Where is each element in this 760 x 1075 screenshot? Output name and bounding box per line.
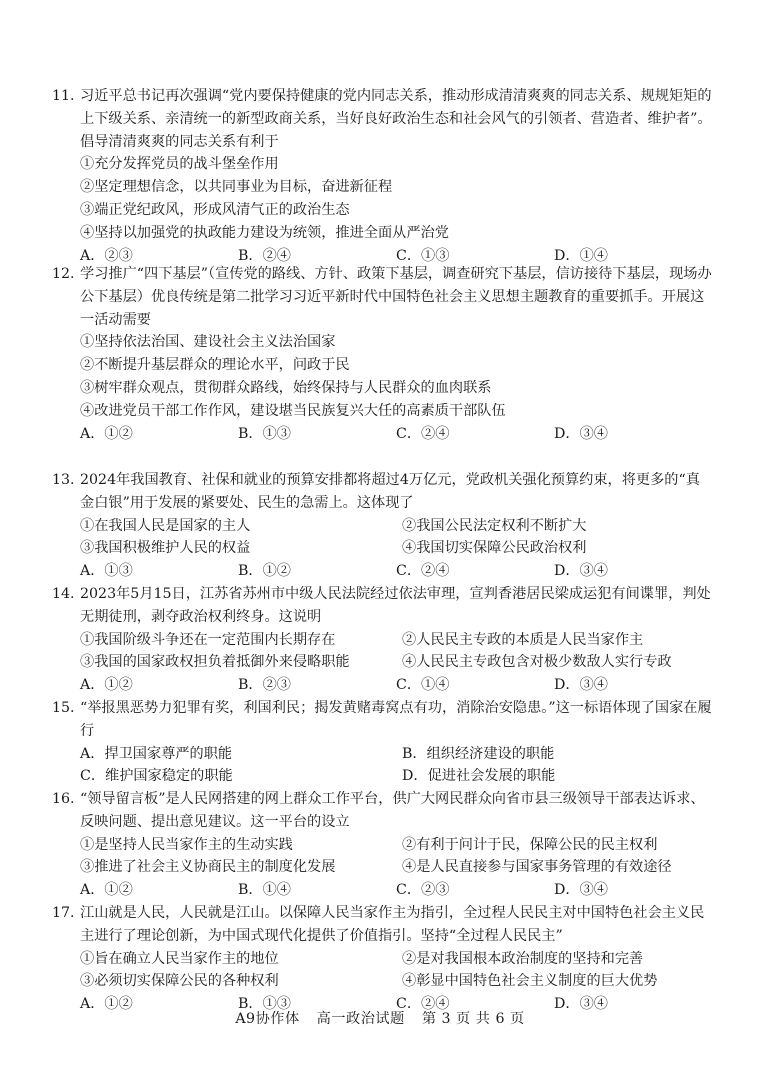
statement-row bbox=[52, 948, 712, 971]
option-b: B．①③ bbox=[238, 425, 291, 442]
footer-title: 高一政治试题 bbox=[316, 1011, 405, 1027]
option-c: C．②④ bbox=[396, 563, 450, 580]
option-row bbox=[52, 765, 712, 788]
option-a: A．①② bbox=[80, 677, 133, 694]
statement-3: ③端正党纪政风，形成风清气正的政治生态 bbox=[80, 201, 350, 218]
option-a: A．捍卫国家尊严的职能 bbox=[80, 745, 233, 762]
option-a: A．①③ bbox=[80, 563, 133, 580]
statement-1: ①是坚持人民当家作主的生动实践 bbox=[80, 836, 293, 853]
statement-2: ②坚定理想信念，以共同事业为目标，奋进新征程 bbox=[80, 179, 393, 196]
option-a: A．②③ bbox=[80, 247, 133, 264]
statement-3: ③必须切实保障公民的各种权利 bbox=[80, 973, 279, 990]
answer-options bbox=[52, 674, 712, 697]
question-12 bbox=[52, 263, 712, 445]
question-stem: “举报黑恶势力犯罪有奖，利国利民；揭发黄赌毒窝点有功，消除治安隐患。”这一标语体现了国家在履行 bbox=[80, 700, 712, 739]
statement-3: ③我国积极维护人民的权益 bbox=[80, 540, 251, 557]
option-b: B．①③ bbox=[238, 996, 291, 1013]
option-c: C．②④ bbox=[396, 996, 450, 1013]
statement-1: ①充分发挥党员的战斗堡垒作用 bbox=[80, 156, 279, 173]
option-c: C．①④ bbox=[396, 677, 450, 694]
question-14 bbox=[52, 583, 712, 697]
option-b: B．①④ bbox=[238, 882, 291, 899]
statement-3: ③推进了社会主义协商民主的制度化发展 bbox=[80, 859, 336, 876]
option-d: D．①④ bbox=[554, 247, 608, 264]
statement-4: ④我国切实保障公民政治权利 bbox=[402, 540, 587, 557]
option-b: B．②④ bbox=[238, 247, 291, 264]
statement-2: ②我国公民法定权利不断扩大 bbox=[402, 517, 587, 534]
option-d: D．③④ bbox=[554, 882, 608, 899]
question-stem: 习近平总书记再次强调“党内要保持健康的党内同志关系，推动形成清清爽爽的同志关系、规规矩矩的上下级关系、亲清统一的新型政商关系，当好良好政治生态和社会风气的引领者、营造者、维护者”。倡导清清爽爽的同志关系有利于 bbox=[80, 88, 712, 150]
statement-2: ②人民民主专政的本质是人民当家作主 bbox=[402, 631, 644, 648]
statement-1: ①我国阶级斗争还在一定范围内长期存在 bbox=[80, 631, 336, 648]
statement-row bbox=[52, 629, 712, 652]
page-footer bbox=[0, 1008, 760, 1028]
statement-4: ④坚持以加强党的执政能力建设为统领，推进全面从严治党 bbox=[80, 224, 449, 241]
question-stem: 2024年我国教育、社保和就业的预算安排都将超过4万亿元，党政机关强化预算约束，将更多的“真金白银”用于发展的紧要处、民生的急需上。这体现了 bbox=[80, 472, 700, 511]
statement-2: ②是对我国根本政治制度的坚持和完善 bbox=[402, 950, 644, 967]
option-d: D．③④ bbox=[554, 677, 608, 694]
question-15 bbox=[52, 697, 712, 788]
option-d: D．促进社会发展的职能 bbox=[402, 768, 556, 785]
option-d: D．③④ bbox=[554, 563, 608, 580]
answer-options bbox=[52, 423, 712, 446]
option-c: C．①③ bbox=[396, 247, 450, 264]
statement-3: ③我国的国家政权担负着抵御外来侵略职能 bbox=[80, 654, 350, 671]
question-number: 14. bbox=[52, 586, 75, 602]
footer-page-number: 第 3 页 共 6 页 bbox=[421, 1011, 525, 1027]
question-16 bbox=[52, 788, 712, 902]
question-number: 16. bbox=[52, 791, 75, 807]
option-b: B．①② bbox=[238, 563, 291, 580]
statement-row bbox=[52, 856, 712, 879]
statement-4: ④是人民直接参与国家事务管理的有效途径 bbox=[402, 859, 672, 876]
statement-row bbox=[52, 651, 712, 674]
question-11 bbox=[52, 85, 712, 267]
question-stem: 2023年5月15日，江苏省苏州市中级人民法院经过依法审理，宣判香港居民梁成运犯有间谍罪，判处无期徒刑，剥夺政治权利终身。这说明 bbox=[80, 586, 711, 625]
statement-2: ②有利于问计于民，保障公民的民主权利 bbox=[402, 836, 658, 853]
question-number: 12. bbox=[52, 266, 75, 282]
statement-1: ①旨在确立人民当家作主的地位 bbox=[80, 950, 279, 967]
option-c: C．维护国家稳定的职能 bbox=[80, 768, 233, 785]
option-c: C．②③ bbox=[396, 882, 450, 899]
statement-4: ④人民民主专政包含对极少数敌人实行专政 bbox=[402, 654, 672, 671]
statement-1: ①在我国人民是国家的主人 bbox=[80, 517, 251, 534]
statement-2: ②不断提升基层群众的理论水平，问政于民 bbox=[80, 357, 350, 374]
option-b: B．组织经济建设的职能 bbox=[402, 745, 555, 762]
question-17 bbox=[52, 902, 712, 1016]
statement-row bbox=[52, 515, 712, 538]
option-d: D．③④ bbox=[554, 425, 608, 442]
statement-row bbox=[52, 537, 712, 560]
option-a: A．①② bbox=[80, 425, 133, 442]
option-row bbox=[52, 743, 712, 766]
answer-options bbox=[52, 560, 712, 583]
option-c: C．②④ bbox=[396, 425, 450, 442]
option-a: A．①② bbox=[80, 882, 133, 899]
option-b: B．②③ bbox=[238, 677, 291, 694]
option-a: A．①② bbox=[80, 996, 133, 1013]
question-stem: 江山就是人民，人民就是江山。以保障人民当家作主为指引，全过程人民民主对中国特色社会主义民主进行了理论创新，为中国式现代化提供了价值指引。坚持“全过程人民民主” bbox=[80, 905, 705, 944]
statement-4: ④彰显中国特色社会主义制度的巨大优势 bbox=[402, 973, 658, 990]
statement-3: ③树牢群众观点，贯彻群众路线，始终保持与人民群众的血肉联系 bbox=[80, 379, 492, 396]
question-13 bbox=[52, 469, 712, 583]
option-d: D．③④ bbox=[554, 996, 608, 1013]
question-number: 11. bbox=[52, 88, 75, 104]
statement-row bbox=[52, 834, 712, 857]
footer-org: A9协作体 bbox=[235, 1011, 300, 1027]
question-number: 15. bbox=[52, 700, 75, 716]
statement-1: ①坚持依法治国、建设社会主义法治国家 bbox=[80, 334, 336, 351]
question-stem: 学习推广“四下基层”（宣传党的路线、方针、政策下基层，调查研究下基层，信访接待下基层，现场办公下基层）优良传统是第二批学习习近平新时代中国特色社会主义思想主题教育的重要抓手。开展这一活动需要 bbox=[80, 266, 712, 328]
statement-4: ④改进党员干部工作作风，建设堪当民族复兴大任的高素质干部队伍 bbox=[80, 402, 506, 419]
statement-row bbox=[52, 970, 712, 993]
question-number: 13. bbox=[52, 472, 75, 488]
question-number: 17. bbox=[52, 905, 75, 921]
answer-options bbox=[52, 879, 712, 902]
question-stem: “领导留言板”是人民网搭建的网上群众工作平台，供广大网民群众向省市县三级领导干部表达诉求、反映问题、提出意见建议。这一平台的设立 bbox=[80, 791, 705, 830]
